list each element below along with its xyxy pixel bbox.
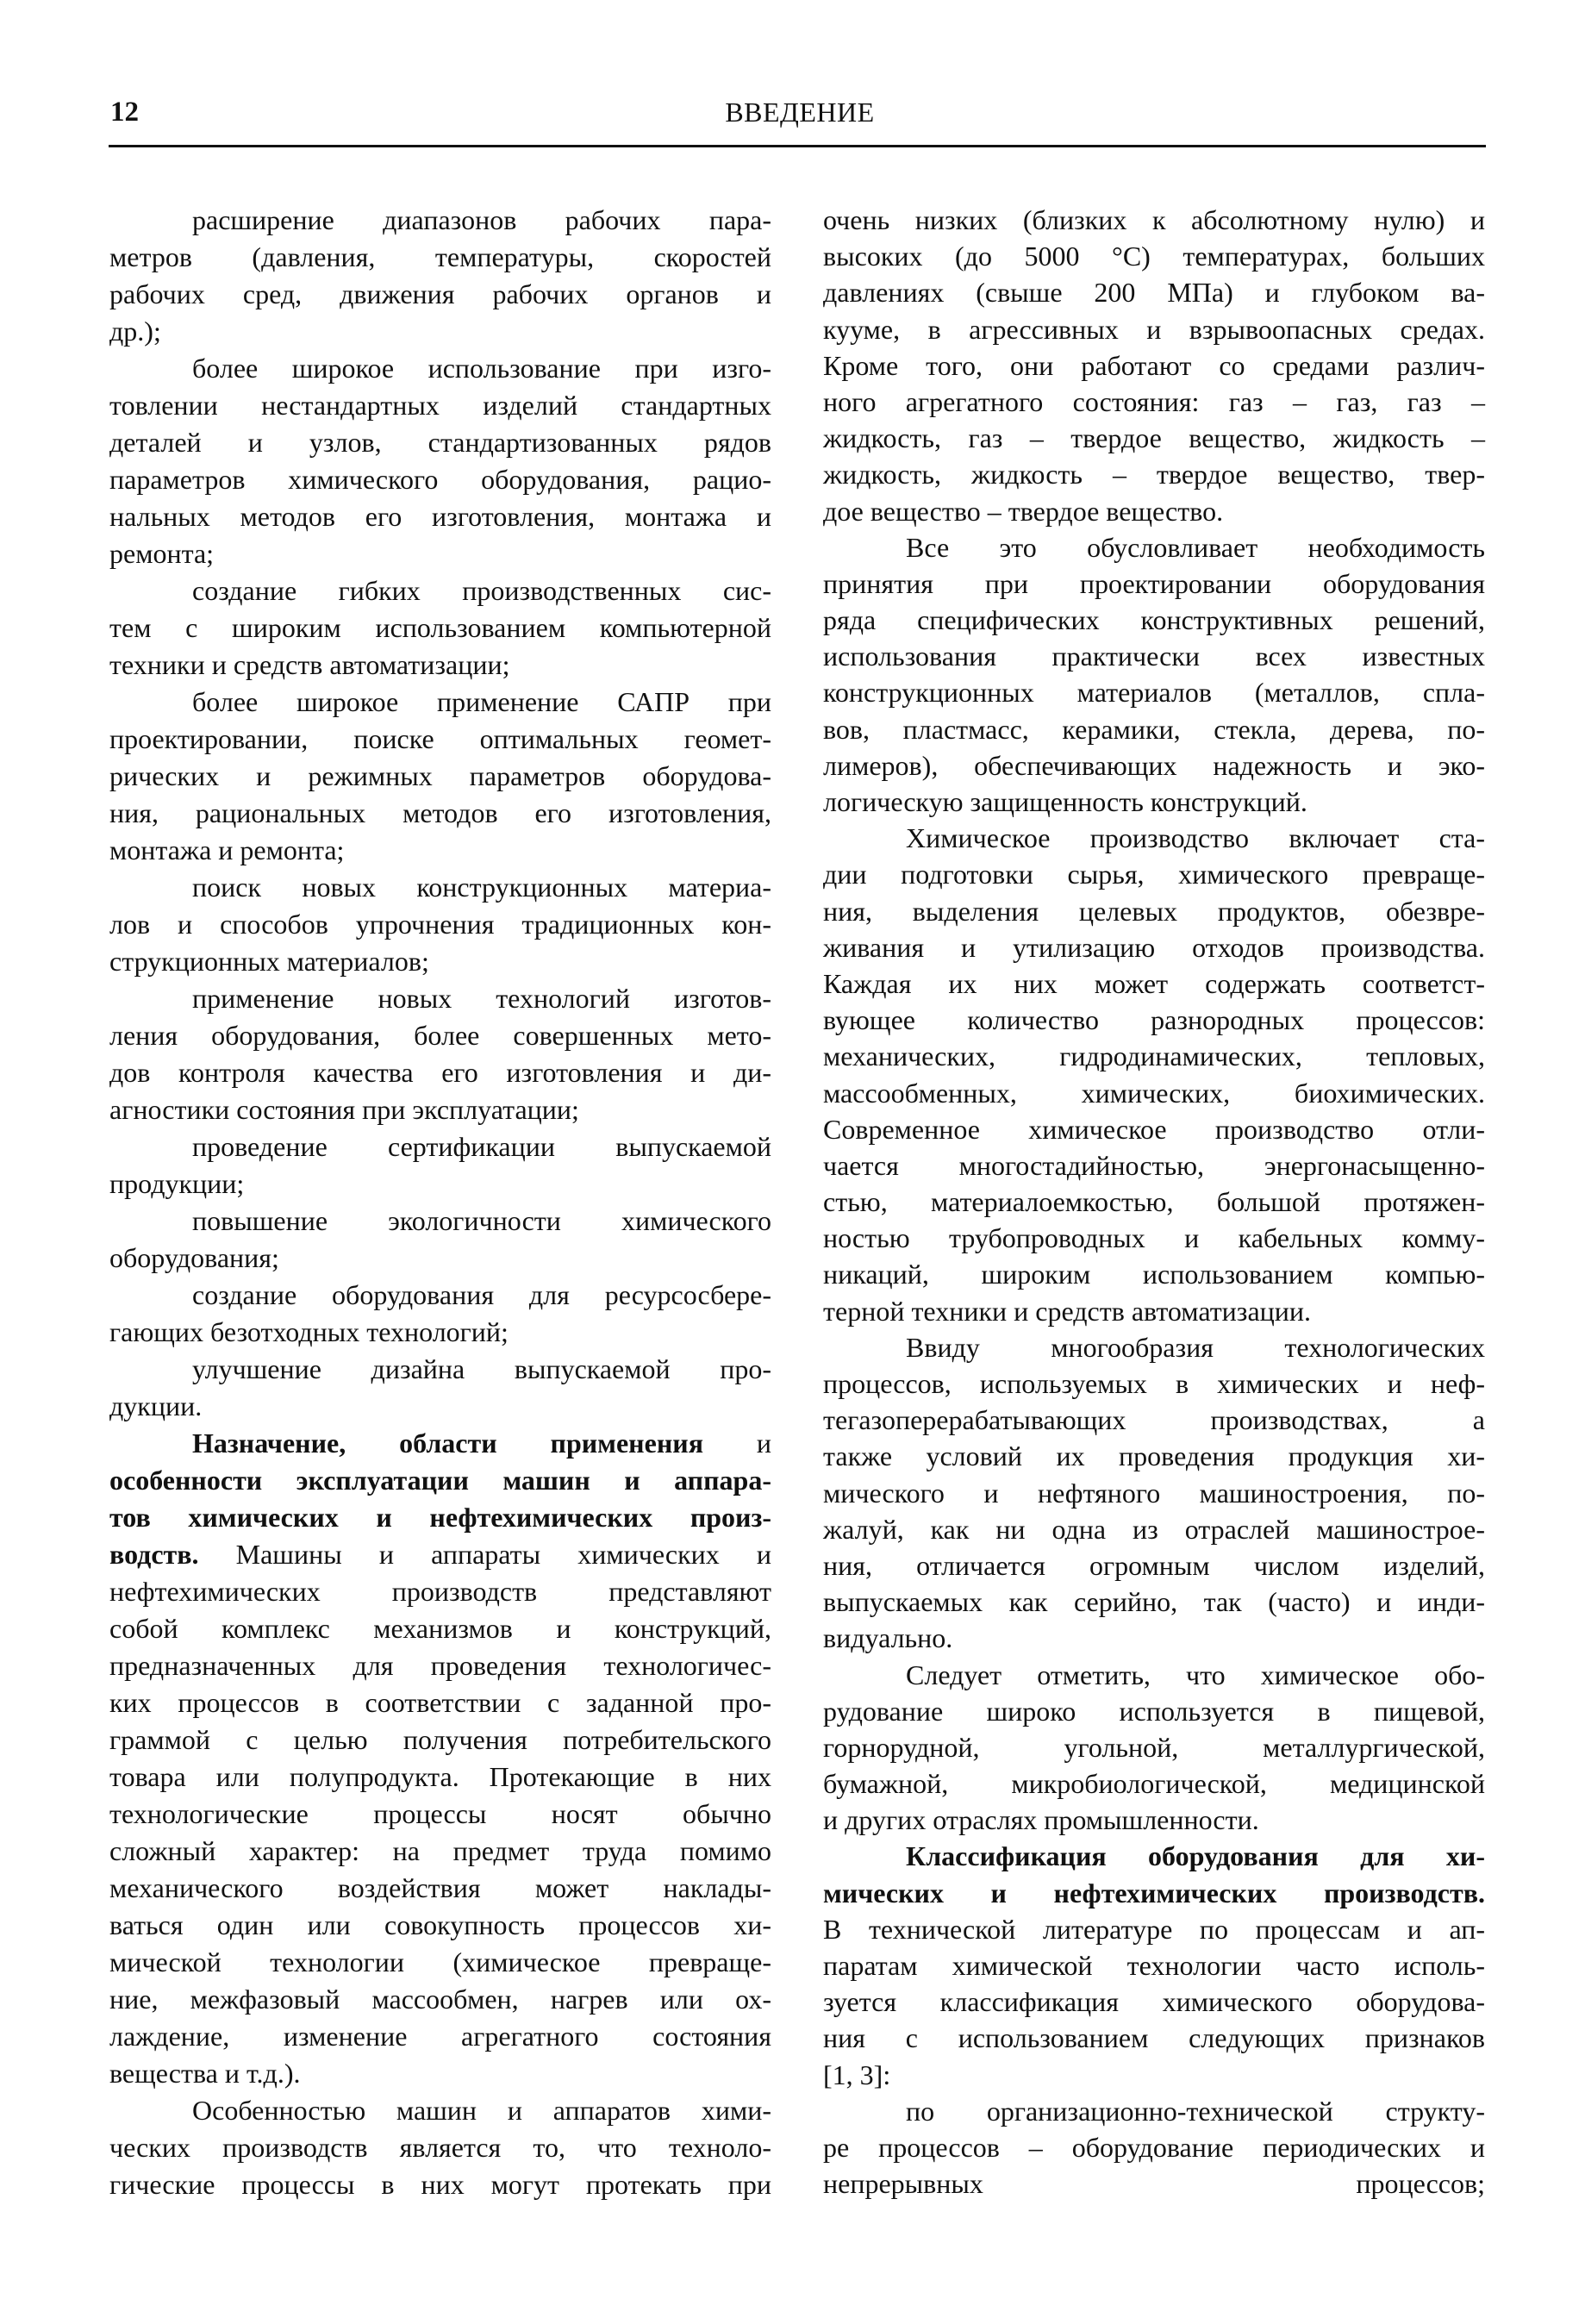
text-line: высоких (до 5000 °С) температурах, больших	[823, 241, 1485, 272]
text-line: предназначенных для проведения технологичес-	[109, 1650, 771, 1681]
text-line: ряда специфических конструктивных решений,	[823, 604, 1485, 636]
bold-heading-text: тов химических и нефтехимических произ-	[109, 1502, 771, 1533]
text-line: рудование широко используется в пищевой,	[823, 1695, 1485, 1727]
text-line: кууме, в агрессивных и взрывоопасных средах.	[823, 313, 1485, 345]
paragraph	[109, 1425, 771, 2092]
text-line: логическую защищенность конструкций.	[823, 786, 1307, 817]
text-line: процессов, используемых в химических и неф-	[823, 1368, 1485, 1399]
text-line: нефтехимических производств представляют	[109, 1576, 771, 1607]
text-line: дое вещество – твердое вещество.	[823, 495, 1224, 527]
text-line: Ввиду многообразия технологических	[906, 1331, 1485, 1363]
bold-heading-text: мических и нефтехимических производств.	[823, 1877, 1485, 1909]
text-line: никаций, широким использованием компью-	[823, 1259, 1485, 1290]
paragraph	[109, 350, 771, 572]
text-line: создание оборудования для ресурсосбере-	[192, 1279, 771, 1310]
text-line: зуется классификация химического оборудова-	[823, 1986, 1485, 2018]
text-line: ния, отличается огромным числом изделий,	[823, 1549, 1485, 1581]
text-line: применение новых технологий изготов-	[192, 983, 771, 1014]
paragraph	[823, 1838, 1485, 2092]
bold-heading-text: водств.	[109, 1539, 199, 1570]
bold-heading-text: Назначение, области применения	[192, 1428, 703, 1459]
text-line: товара или полупродукта. Протекающие в них	[109, 1761, 771, 1792]
text-line: паратам химической технологии часто исполь-	[823, 1950, 1485, 1981]
text-line: жидкость, газ – твердое вещество, жидкость –	[823, 422, 1485, 454]
paragraph	[109, 684, 771, 869]
text-line: механических, гидродинамических, тепловых,	[823, 1040, 1485, 1072]
text-line: продукции;	[109, 1168, 245, 1199]
text-line: терной техники и средств автоматизации.	[823, 1295, 1312, 1327]
paragraph	[109, 980, 771, 1128]
paragraph	[109, 2092, 771, 2203]
text-line: дукции.	[109, 1390, 203, 1421]
paragraph	[109, 1128, 771, 1203]
text-line: Особенностью машин и аппаратов хими-	[192, 2095, 771, 2126]
text-line: ния, рациональных методов его изготовления,	[109, 797, 771, 828]
body-text: Машины и аппараты химических и	[198, 1539, 771, 1570]
text-line: использования практически всех известных	[823, 640, 1485, 672]
text-line: жидкость, жидкость – твердое вещество, твер-	[823, 459, 1485, 490]
text-line: ления оборудования, более совершенных мето-	[109, 1020, 771, 1051]
left-column	[109, 202, 771, 2203]
paragraph	[823, 1329, 1485, 1657]
body-text: и	[703, 1428, 771, 1459]
text-line: Кроме того, они работают со средами различ-	[823, 349, 1485, 381]
text-line: вов, пластмасс, керамики, стекла, дерева, по-	[823, 713, 1485, 745]
text-line: вещества и т.д.).	[109, 2058, 301, 2089]
text-line: по организационно-технической структу-	[906, 2095, 1485, 2127]
text-line: чается многостадийностью, энергонасыщенно-	[823, 1149, 1485, 1181]
text-line: улучшение дизайна выпускаемой про-	[192, 1353, 771, 1384]
text-line: более широкое применение САПР при	[192, 686, 771, 717]
text-line: рических и режимных параметров оборудова-	[109, 760, 771, 791]
text-line: монтажа и ремонта;	[109, 834, 345, 865]
text-line: ния, выделения целевых продуктов, обезвре-	[823, 895, 1485, 927]
text-line: параметров химического оборудования, рацио-	[109, 464, 771, 495]
text-line: граммой с целью получения потребительского	[109, 1724, 771, 1755]
text-line: рабочих сред, движения рабочих органов и	[109, 278, 771, 309]
text-line: повышение экологичности химического	[192, 1205, 771, 1236]
text-line: агностики состояния при эксплуатации;	[109, 1094, 579, 1125]
text-line	[109, 1536, 771, 1573]
text-line: мического и нефтяного машиностроения, по-	[823, 1477, 1485, 1509]
paragraph	[109, 869, 771, 980]
bold-heading-text: особенности эксплуатации машин и аппара-	[109, 1465, 771, 1496]
text-line: ваться один или совокупность процессов хи-	[109, 1909, 771, 1940]
text-line: дии подготовки сырья, химического превраще-	[823, 859, 1485, 890]
text-line: метров (давления, температуры, скоростей	[109, 241, 771, 272]
paragraph	[109, 1277, 771, 1351]
paragraph	[109, 1351, 771, 1425]
text-line: ние, межфазовый массообмен, нагрев или ох-	[109, 1984, 771, 2015]
text-line: поиск новых конструкционных материа-	[192, 872, 771, 903]
text-line: также условий их проведения продукция хи-	[823, 1440, 1485, 1472]
bold-heading-text: Классификация оборудования для хи-	[906, 1840, 1485, 1872]
text-line	[109, 1499, 771, 1536]
text-line: тем с широким использованием компьютерной	[109, 612, 771, 643]
text-line: ре процессов – оборудование периодических и	[823, 2131, 1485, 2163]
right-column	[823, 202, 1485, 2202]
paragraph	[823, 202, 1485, 529]
header-rule	[109, 145, 1486, 147]
text-line: [1, 3]:	[823, 2058, 891, 2090]
text-line: стью, материалоемкостью, большой протяжен-	[823, 1186, 1485, 1218]
text-line: Каждая их них может содержать соответст-	[823, 967, 1485, 999]
text-line: Следует отметить, что химическое обо-	[906, 1659, 1485, 1690]
text-line: ческих производств является то, что техноло-	[109, 2132, 771, 2163]
text-line: массообменных, химических, биохимических.	[823, 1077, 1485, 1109]
text-line: В технической литературе по процессам и ап-	[823, 1913, 1485, 1945]
text-line: живания и утилизацию отходов производства.	[823, 931, 1485, 963]
text-line: Химическое производство включает ста-	[906, 822, 1485, 854]
text-line: бумажной, микробиологической, медицинской	[823, 1768, 1485, 1800]
text-line: более широкое использование при изго-	[192, 353, 771, 384]
text-line: лаждение, изменение агрегатного состояния	[109, 2021, 771, 2052]
text-line: проведение сертификации выпускаемой	[192, 1131, 771, 1162]
text-line: ностью трубопроводных и кабельных комму-	[823, 1222, 1485, 1254]
paragraph	[109, 572, 771, 684]
text-line: гические процессы в них могут протекать при	[109, 2169, 771, 2200]
text-line: ния с использованием следующих признаков	[823, 2022, 1485, 2054]
text-line: выпускаемых как серийно, так (часто) и инди-	[823, 1586, 1485, 1618]
text-line: дов контроля качества его изготовления и ди-	[109, 1057, 771, 1088]
paragraph	[823, 2093, 1485, 2202]
text-line: технологические процессы носят обычно	[109, 1798, 771, 1829]
text-line: создание гибких производственных сис-	[192, 575, 771, 606]
text-line: принятия при проектировании оборудования	[823, 567, 1485, 599]
text-line: гающих безотходных технологий;	[109, 1316, 509, 1347]
text-line	[823, 1875, 1485, 1911]
text-line: жалуй, как ни одна из отраслей машинострое-	[823, 1513, 1485, 1545]
text-line: лимеров), обеспечивающих надежность и эко-	[823, 749, 1485, 781]
paragraph	[823, 1657, 1485, 1839]
page-number: 12	[110, 97, 139, 128]
text-line	[109, 1425, 771, 1462]
text-line: ремонта;	[109, 538, 215, 569]
text-line: товлении нестандартных изделий стандартных	[109, 390, 771, 421]
paragraph	[823, 529, 1485, 821]
text-line: очень низких (близких к абсолютному нулю) и	[823, 204, 1485, 235]
text-line: горнорудной, угольной, металлургической,	[823, 1731, 1485, 1763]
text-line: тегазоперерабатывающих производствах, а	[823, 1404, 1485, 1436]
text-line: техники и средств автоматизации;	[109, 649, 510, 680]
text-line	[109, 1462, 771, 1499]
paragraph	[109, 202, 771, 350]
text-line: давлениях (свыше 200 МПа) и глубоком ва-	[823, 277, 1485, 309]
text-line: видуально.	[823, 1622, 953, 1654]
text-line: проектировании, поиске оптимальных геомет-	[109, 723, 771, 754]
text-line: оборудования;	[109, 1242, 279, 1273]
text-line: ких процессов в соответствии с заданной про-	[109, 1687, 771, 1718]
text-line: струкционных материалов;	[109, 946, 429, 977]
text-line: механического воздействия может наклады-	[109, 1872, 771, 1903]
text-line: непрерывных процессов;	[823, 2168, 1485, 2200]
text-line: сложный характер: на предмет труда помимо	[109, 1835, 771, 1866]
text-line: нальных методов его изготовления, монтажа и	[109, 501, 771, 532]
running-title: ВВЕДЕНИЕ	[725, 97, 875, 128]
text-line: лов и способов упрочнения традиционных кон-	[109, 909, 771, 940]
text-line: расширение диапазонов рабочих пара-	[192, 204, 771, 235]
text-line: ного агрегатного состояния: газ – газ, газ –	[823, 385, 1485, 417]
text-line: и других отраслях промышленности.	[823, 1804, 1259, 1836]
text-line: Все это обусловливает необходимость	[906, 531, 1485, 563]
text-line: вующее количество разнородных процессов:	[823, 1004, 1485, 1036]
text-line	[823, 1838, 1485, 1874]
text-line: мической технологии (химическое превраще-	[109, 1946, 771, 1977]
text-line: собой комплекс механизмов и конструкций,	[109, 1613, 771, 1644]
paragraph	[823, 820, 1485, 1329]
text-line: Современное химическое производство отли-	[823, 1113, 1485, 1145]
paragraph	[109, 1203, 771, 1277]
text-line: др.);	[109, 315, 161, 347]
text-line: конструкционных материалов (металлов, спла-	[823, 677, 1485, 709]
text-line: деталей и узлов, стандартизованных рядов	[109, 427, 771, 458]
